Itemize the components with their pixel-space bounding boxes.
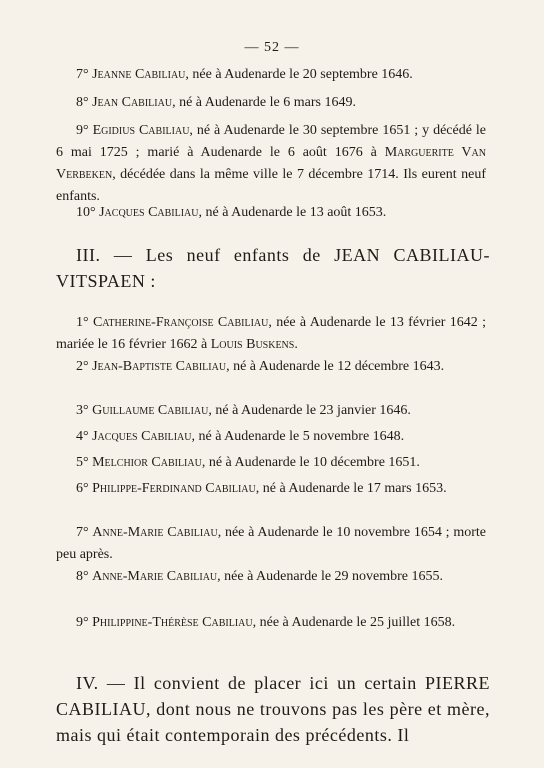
list-item: 4° Jacques Cabiliau, né à Audenarde le 5 novembre 1648. [76, 429, 405, 444]
section-paragraph: IV. — Il convient de placer ici un certain PIERRE CABILIAU, dont nous ne trouvons pas les père et mère, mais qui était contemporain des précédents. Il [56, 673, 490, 745]
list-item: 5° Melchior Cabiliau, né à Audenarde le 10 décembre 1651. [76, 455, 420, 470]
list-item: 7° Jeanne Cabiliau, née à Audenarde le 20 septembre 1646. [76, 67, 413, 82]
list-item: 6° Philippe-Ferdinand Cabiliau, né à Audenarde le 17 mars 1653. [76, 481, 447, 496]
list-item: 8° Anne-Marie Cabiliau, née à Audenarde le 29 novembre 1655. [76, 569, 444, 584]
list-item: 9° Egidius Cabiliau, né à Audenarde le 30 septembre 1651 ; y décédé le 6 mai 1725 ; marié à Audenarde le 6 août 1676 à Marguerite Van Verbeken, décédée dans la même ville le 7 décembre 1714. Ils eurent neuf enfants. [56, 123, 486, 204]
list-item: 9° Philippine-Thérèse Cabiliau, née à Audenarde le 25 juillet 1658. [76, 615, 456, 630]
list-item: 10° Jacques Cabiliau, né à Audenarde le 13 août 1653. [76, 205, 387, 220]
list-item: 1° Catherine-Françoise Cabiliau, née à Audenarde le 13 février 1642 ; mariée le 16 février 1662 à Louis Buskens. [56, 315, 486, 352]
page-number: — 52 — [244, 40, 300, 55]
list-item: 7° Anne-Marie Cabiliau, née à Audenarde le 10 novembre 1654 ; morte peu après. [56, 525, 486, 562]
list-item: 8° Jean Cabiliau, né à Audenarde le 6 mars 1649. [76, 95, 356, 110]
section-heading: III. — Les neuf enfants de JEAN CABILIAU-VITSPAEN : [56, 245, 490, 291]
list-item: 2° Jean-Baptiste Cabiliau, né à Audenarde le 12 décembre 1643. [76, 359, 445, 374]
list-item: 3° Guillaume Cabiliau, né à Audenarde le 23 janvier 1646. [76, 403, 411, 418]
